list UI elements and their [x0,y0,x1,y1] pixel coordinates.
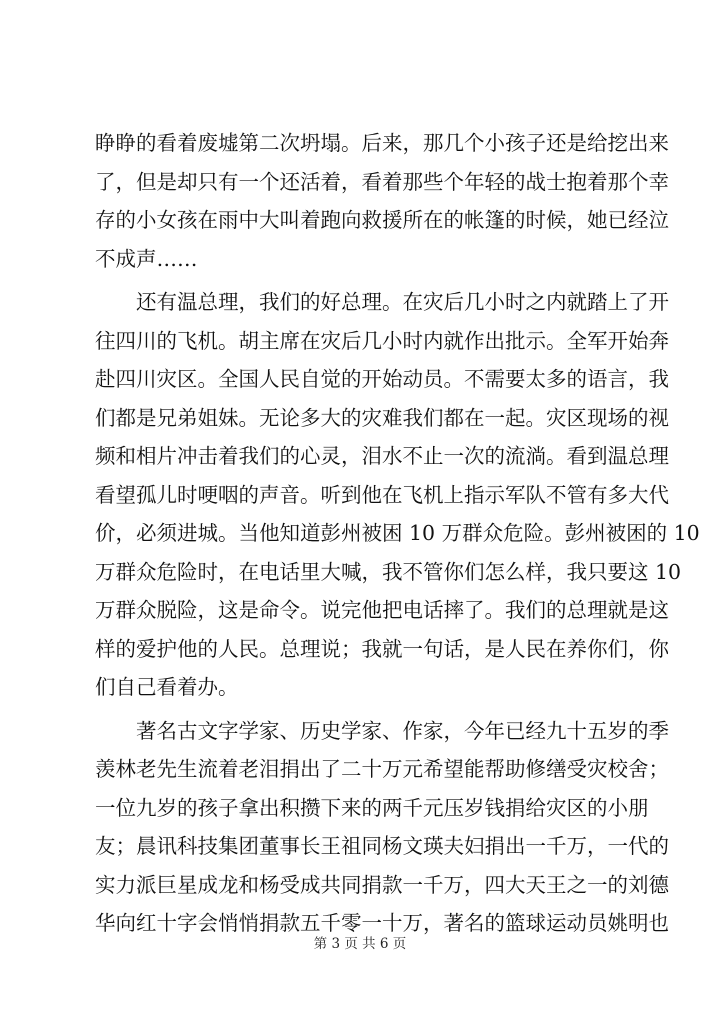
text-line: 一位九岁的孩子拿出积攒下来的两千元压岁钱捐给灾区的小朋 [95,795,649,820]
text-line: 万群众危险时，在电话里大喊，我不管你们怎么样，我只要这 10 [95,559,682,584]
text-line: 看望孤儿时哽咽的声音。听到他在飞机上指示军队不管有多大代 [95,482,669,507]
text-line: 们自己看着办。 [95,675,239,699]
text-line: 样的爱护他的人民。总理说；我就一句话，是人民在养你们，你 [95,636,669,661]
text-line: 友；晨讯科技集团董事长王祖同杨文瑛夫妇捐出一千万，一代的 [95,834,669,858]
text-line: 万群众脱险，这是命令。说完他把电话摔了。我们的总理就是这 [95,598,669,622]
text-line: 羡林老先生流着老泪捐出了二十万元希望能帮助修缮受灾校舍； [95,757,669,781]
document-body [95,124,700,943]
text-line: 往四川的飞机。胡主席在灾后几小时内就作出批示。全军开始奔 [95,328,669,353]
paragraph-1 [95,124,669,278]
text-line: 著名古文字学家、历史学家、作家，今年已经九十五岁的季 [136,718,669,743]
text-line: 睁睁的看着废墟第二次坍塌。后来，那几个小孩子还是给挖出来 [95,131,669,155]
page-number-footer: 第 3 页 共 6 页 [313,936,407,952]
text-line: 们都是兄弟姐妹。无论多大的灾难我们都在一起。灾区现场的视 [95,405,669,430]
text-line: 不成声…… [95,246,198,271]
text-line: 价，必须进城。当他知道彭州被困 10 万群众危险。彭州被困的 10 [95,521,700,545]
text-line: 存的小女孩在雨中大叫着跑向救援所在的帐篷的时候，她已经泣 [95,208,669,232]
text-line: 赴四川灾区。全国人民自觉的开始动员。不需要太多的语言，我 [95,367,669,391]
paragraph-2 [95,283,700,707]
text-line: 华向红十字会悄悄捐款五千零一十万，著名的篮球运动员姚明也 [95,911,669,935]
text-line: 了，但是却只有一个还活着，看着那些个年轻的战士抱着那个幸 [95,169,669,194]
paragraph-3 [95,712,669,943]
text-line: 频和相片冲击着我们的心灵，泪水不止一次的流淌。看到温总理 [95,444,669,468]
text-line: 还有温总理，我们的好总理。在灾后几小时之内就踏上了开 [136,290,669,314]
text-line: 实力派巨星成龙和杨受成共同捐款一千万，四大天王之一的刘德 [95,872,669,897]
